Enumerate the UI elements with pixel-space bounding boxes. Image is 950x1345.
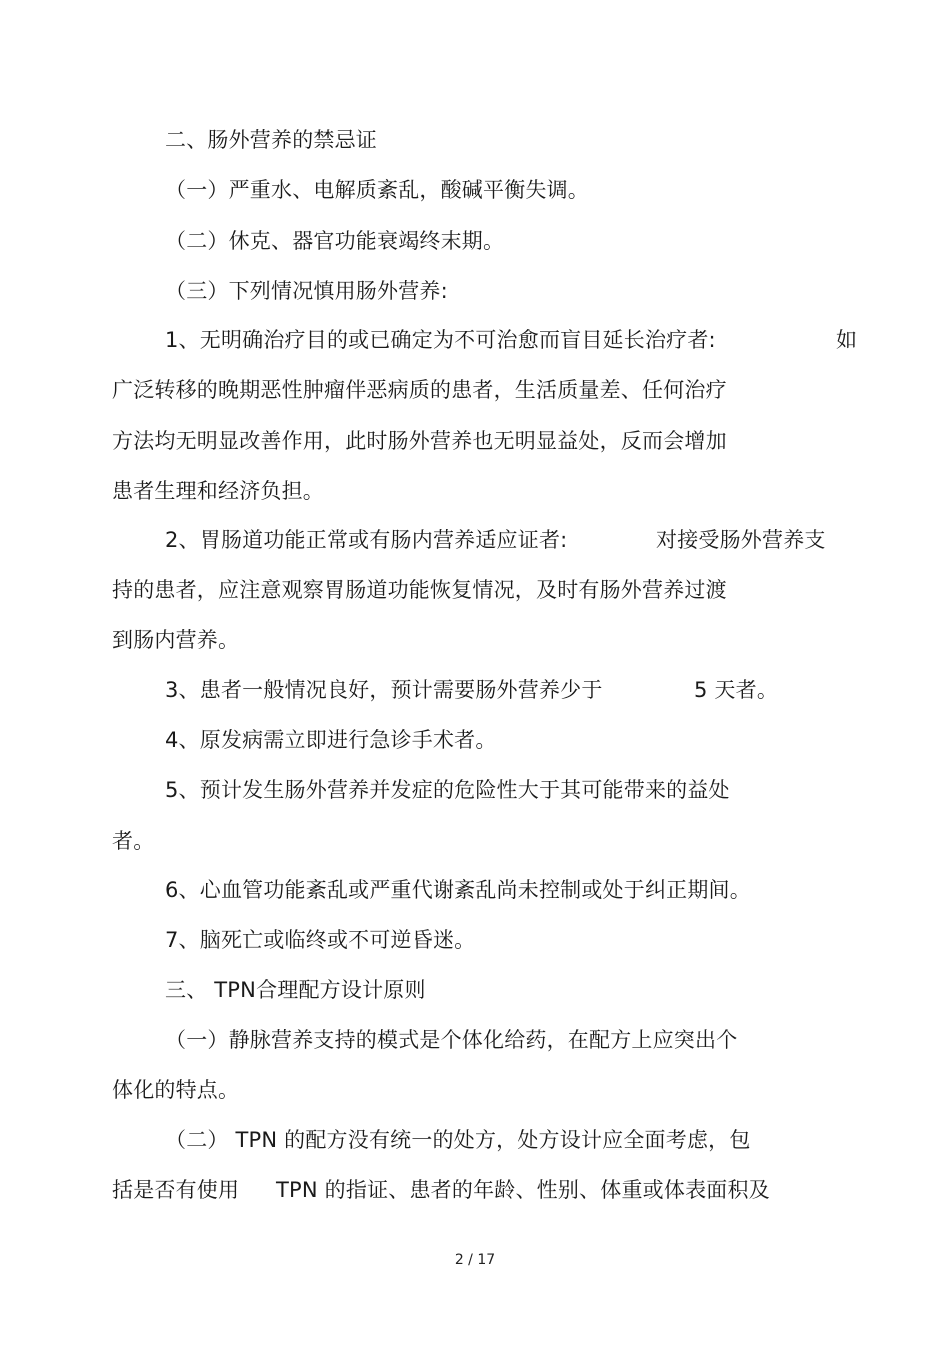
section-heading-contraindications: 二、肠外营养的禁忌证 — [165, 128, 377, 152]
paragraph-line: 持的患者，应注意观察胃肠道功能恢复情况，及时有肠外营养过渡 — [112, 578, 727, 602]
paragraph-line-tail: 5 天者。 — [694, 678, 779, 702]
paragraph-line: 1、无明确治疗目的或已确定为不可治愈而盲目延长治疗者: — [165, 328, 716, 352]
paragraph-line: （三）下列情况慎用肠外营养: — [165, 279, 448, 303]
paragraph-line: 方法均无明显改善作用，此时肠外营养也无明显益处，反而会增加 — [112, 429, 727, 453]
paragraph-line: 6、心血管功能紊乱或严重代谢紊乱尚未控制或处于纠正期间。 — [165, 878, 751, 902]
paragraph-line: 括是否有使用 — [112, 1178, 240, 1202]
paragraph-line: 患者生理和经济负担。 — [112, 479, 324, 503]
paragraph-line-tail: 如 — [836, 328, 858, 352]
page-number: 2 / 17 — [454, 1252, 496, 1268]
paragraph-line: 3、患者一般情况良好，预计需要肠外营养少于 — [165, 678, 603, 702]
paragraph-line: 2、胃肠道功能正常或有肠内营养适应证者: — [165, 528, 568, 552]
paragraph-line: 4、原发病需立即进行急诊手术者。 — [165, 728, 497, 752]
paragraph-line: 体化的特点。 — [112, 1078, 240, 1102]
paragraph-line-tail: 对接受肠外营养支 — [656, 528, 826, 552]
paragraph-line: （二）休克、器官功能衰竭终末期。 — [165, 229, 505, 253]
paragraph-line: 5、预计发生肠外营养并发症的危险性大于其可能带来的益处 — [165, 778, 730, 802]
paragraph-line: （二） TPN 的配方没有统一的处方，处方设计应全面考虑，包 — [165, 1128, 751, 1152]
paragraph-line-tail: TPN 的指证、患者的年龄、性别、体重或体表面积及 — [276, 1178, 770, 1202]
paragraph-line: （一）严重水、电解质紊乱，酸碱平衡失调。 — [165, 178, 589, 202]
paragraph-line: 者。 — [112, 829, 155, 853]
paragraph-line: 7、脑死亡或临终或不可逆昏迷。 — [165, 928, 476, 952]
section-heading-tpn: 三、 TPN合理配方设计原则 — [165, 978, 426, 1002]
paragraph-line: 广泛转移的晚期恶性肿瘤伴恶病质的患者，生活质量差、任何治疗 — [112, 378, 727, 402]
paragraph-line: （一）静脉营养支持的模式是个体化给药，在配方上应突出个 — [165, 1028, 738, 1052]
paragraph-line: 到肠内营养。 — [112, 628, 240, 652]
